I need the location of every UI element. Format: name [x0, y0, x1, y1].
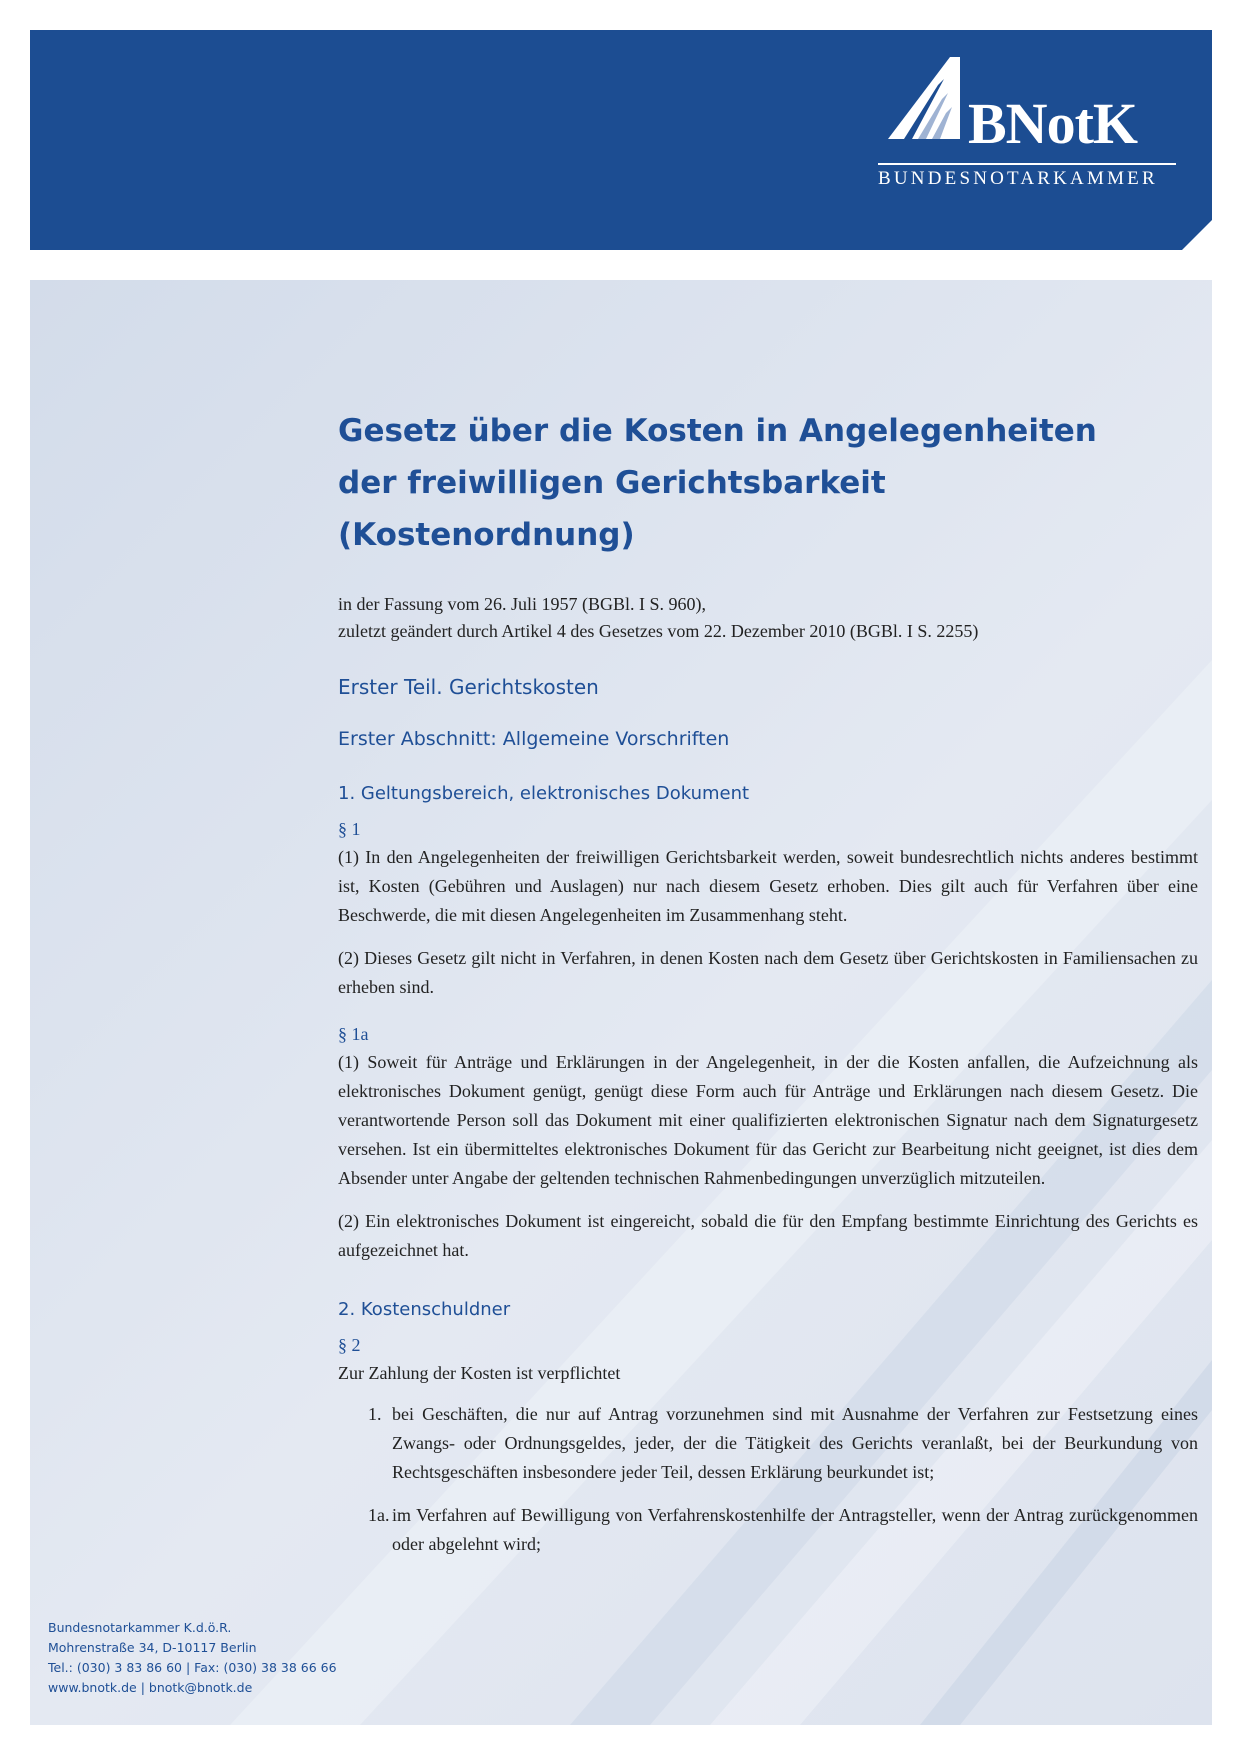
list-marker: 1. [368, 1404, 382, 1424]
subsection-heading-1: 1. Geltungsbereich, elektronisches Dokument [338, 783, 750, 804]
logo-divider [878, 163, 1176, 165]
section-heading: Erster Abschnitt: Allgemeine Vorschriften [338, 728, 730, 750]
edition-note [338, 591, 1198, 645]
paragraph-label-2: § 2 [338, 1335, 361, 1355]
logo-mark-icon [878, 57, 968, 152]
title-line-1: Gesetz über die Kosten in Angelegenheiten [338, 413, 1097, 449]
list-item [338, 1501, 1198, 1559]
footer-phone: Tel.: (030) 3 83 86 60 | Fax: (030) 38 38 66 66 [48, 1660, 337, 1675]
edition-line-2: zuletzt geändert durch Artikel 4 des Gesetzes vom 22. Dezember 2010 (BGBl. I S. 2255) [338, 621, 979, 641]
page-title [338, 405, 1198, 561]
part-heading: Erster Teil. Gerichtskosten [338, 675, 599, 699]
list-marker: 1a. [368, 1505, 390, 1525]
logo-wordmark: BNotK [968, 91, 1137, 156]
footer-contact [48, 1618, 337, 1698]
paragraph-2-intro: Zur Zahlung der Kosten ist verpflichtet [338, 1363, 621, 1383]
content-panel [30, 280, 1212, 1725]
bnotk-logo [868, 55, 1188, 195]
logo-subtitle: BUNDESNOTARKAMMER [878, 168, 1158, 189]
paragraph-label-1: § 1 [338, 819, 361, 839]
list-item [338, 1400, 1198, 1487]
paragraph-1a-clause-1: (1) Soweit für Anträge und Erklärungen in der Angelegenheit, in der die Kosten anfallen, die Aufzeichnung als elektronisches Dokument genügt, genügt diese Form auch für Anträge und Erklärungen nach diesem Gesetz. Die verantwortende Person soll das Dokument mit einer qualifizierten elektronischen Signatur nach dem Signaturgesetz versehen. Ist ein übermitteltes elektronisches Dokument für das Gericht zur Bearbeitung nicht geeignet, ist dies dem Absender unter Angabe der geltenden technischen Rahmenbedingungen unverzüglich mitzuteilen. [338, 1052, 1198, 1188]
paragraph-1-clause-1: (1) In den Angelegenheiten der freiwilligen Gerichtsbarkeit werden, soweit bundesrechtlich nichts anderes bestimmt ist, Kosten (Gebühren und Auslagen) nur nach diesem Gesetz erhoben. Dies gilt auch für Verfahren über eine Beschwerde, die mit diesen Angelegenheiten im Zusammenhang steht. [338, 847, 1198, 925]
list-item-text: im Verfahren auf Bewilligung von Verfahrenskostenhilfe der Antragsteller, wenn der Antrag zurückgenommen oder abgelehnt wird; [392, 1505, 1198, 1554]
footer-org: Bundesnotarkammer K.d.ö.R. [48, 1620, 232, 1635]
paragraph-1a-clause-2: (2) Ein elektronisches Dokument ist eingereicht, sobald die für den Empfang bestimmte Einrichtung des Gerichts es aufgezeichnet hat. [338, 1211, 1198, 1260]
subsection-heading-2: 2. Kostenschuldner [338, 1299, 511, 1320]
footer-address: Mohrenstraße 34, D-10117 Berlin [48, 1640, 257, 1655]
paragraph-label-1a: § 1a [338, 1024, 369, 1044]
edition-line-1: in der Fassung vom 26. Juli 1957 (BGBl. I S. 960), [338, 594, 707, 614]
paragraph-1-clause-2: (2) Dieses Gesetz gilt nicht in Verfahren, in denen Kosten nach dem Gesetz über Gerichtskosten in Familiensachen zu erheben sind. [338, 948, 1198, 997]
obligor-list [338, 1400, 1198, 1559]
title-line-3: (Kostenordnung) [338, 517, 635, 553]
footer-web[interactable]: www.bnotk.de | bnotk@bnotk.de [48, 1680, 253, 1695]
list-item-text: bei Geschäften, die nur auf Antrag vorzunehmen sind mit Ausnahme der Verfahren zur Festsetzung eines Zwangs- oder Ordnungsgeldes, jeder, der die Tätigkeit des Gerichts veranlaßt, bei der Beurkundung von Rechtsgeschäften insbesondere jeder Teil, dessen Erklärung beurkundet ist; [392, 1404, 1198, 1482]
document-body [338, 405, 1198, 1559]
title-line-2: der freiwilligen Gerichtsbarkeit [338, 465, 886, 501]
